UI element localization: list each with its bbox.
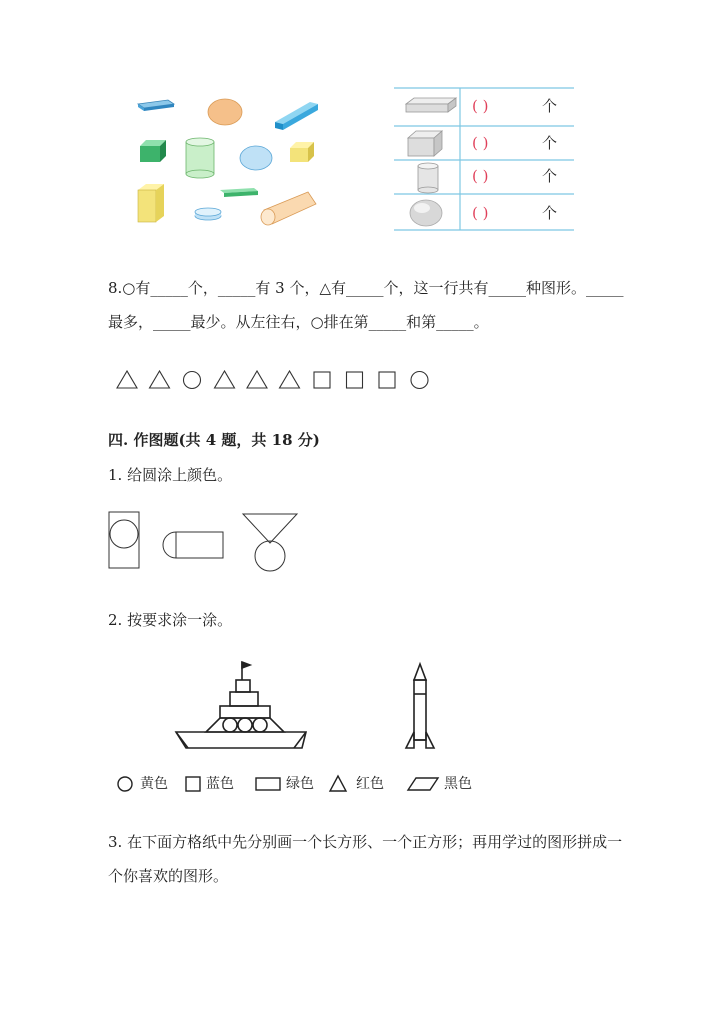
flat-cuboid-icon xyxy=(220,188,258,197)
sequence-triangle-icon xyxy=(150,371,170,388)
count-unit-1: 个 xyxy=(542,97,558,115)
rect-with-circle-figure xyxy=(109,512,139,568)
disk-icon xyxy=(195,208,221,220)
sequence-triangle-icon xyxy=(247,371,267,388)
legend-label-blue: 蓝色 xyxy=(206,776,234,792)
count-unit-4: 个 xyxy=(542,204,558,222)
shape-sequence xyxy=(116,369,436,391)
cylinder-icon xyxy=(418,163,438,193)
cube-icon xyxy=(408,131,442,156)
legend-triangle-icon xyxy=(330,776,346,791)
legend-label-green: 绿色 xyxy=(286,776,314,792)
problem-3-line-2: 个你喜欢的图形。 xyxy=(108,867,229,885)
semicircle-rect-figure xyxy=(163,532,223,558)
sequence-triangle-icon xyxy=(117,371,137,388)
count-table xyxy=(394,86,574,232)
sequence-square-icon xyxy=(314,372,330,388)
flat-cuboid-icon xyxy=(138,100,174,111)
cube-icon xyxy=(290,142,314,162)
count-blank-3[interactable]: ( ) xyxy=(472,167,489,185)
q8-line-2: 最多，_____最少。从左往右，○排在第_____和第_____。 xyxy=(108,313,489,331)
count-blank-2[interactable]: ( ) xyxy=(472,134,489,152)
sequence-square-icon xyxy=(379,372,395,388)
cylinder-icon xyxy=(261,192,316,225)
legend-label-yellow: 黄色 xyxy=(140,776,168,792)
long-cuboid-icon xyxy=(275,102,318,130)
legend-circle-icon xyxy=(118,777,132,791)
rocket-figure xyxy=(406,664,434,748)
sphere-icon xyxy=(208,99,242,125)
count-unit-2: 个 xyxy=(542,134,558,152)
legend-parallelogram-icon xyxy=(408,778,438,790)
sequence-circle-icon xyxy=(411,372,428,389)
q8-line-1: 8.○有_____个，_____有 3 个，△有_____个，这一行共有_____种图形。_____ xyxy=(108,279,624,297)
section-heading: 四. 作图题(共 4 题，共 18 分) xyxy=(108,431,320,449)
sequence-triangle-icon xyxy=(280,371,300,388)
count-unit-3: 个 xyxy=(542,167,558,185)
count-blank-4[interactable]: ( ) xyxy=(472,204,489,222)
sequence-square-icon xyxy=(347,372,363,388)
problem-2-figures xyxy=(170,660,440,760)
count-blank-1[interactable]: ( ) xyxy=(472,97,489,115)
cuboid-icon xyxy=(138,184,164,222)
legend-label-black: 黑色 xyxy=(444,776,472,792)
sequence-circle-icon xyxy=(184,372,201,389)
cylinder-icon xyxy=(186,138,214,178)
problem-3-line-1: 3. 在下面方格纸中先分别画一个长方形、一个正方形；再用学过的图形拼成一 xyxy=(108,833,623,851)
sphere-icon xyxy=(240,146,272,170)
solids-picture xyxy=(130,92,330,232)
problem-2-text: 2. 按要求涂一涂。 xyxy=(108,611,233,629)
sequence-triangle-icon xyxy=(215,371,235,388)
cube-icon xyxy=(140,140,166,162)
sphere-icon xyxy=(410,200,442,226)
legend-rectangle-icon xyxy=(256,778,280,790)
cuboid-icon xyxy=(406,98,456,112)
ship-figure xyxy=(176,662,306,748)
problem-1-text: 1. 给圆涂上颜色。 xyxy=(108,466,233,484)
legend-square-icon xyxy=(186,777,200,791)
problem-1-figures xyxy=(108,510,308,576)
medal-figure xyxy=(243,514,297,571)
legend-label-red: 红色 xyxy=(356,776,384,792)
